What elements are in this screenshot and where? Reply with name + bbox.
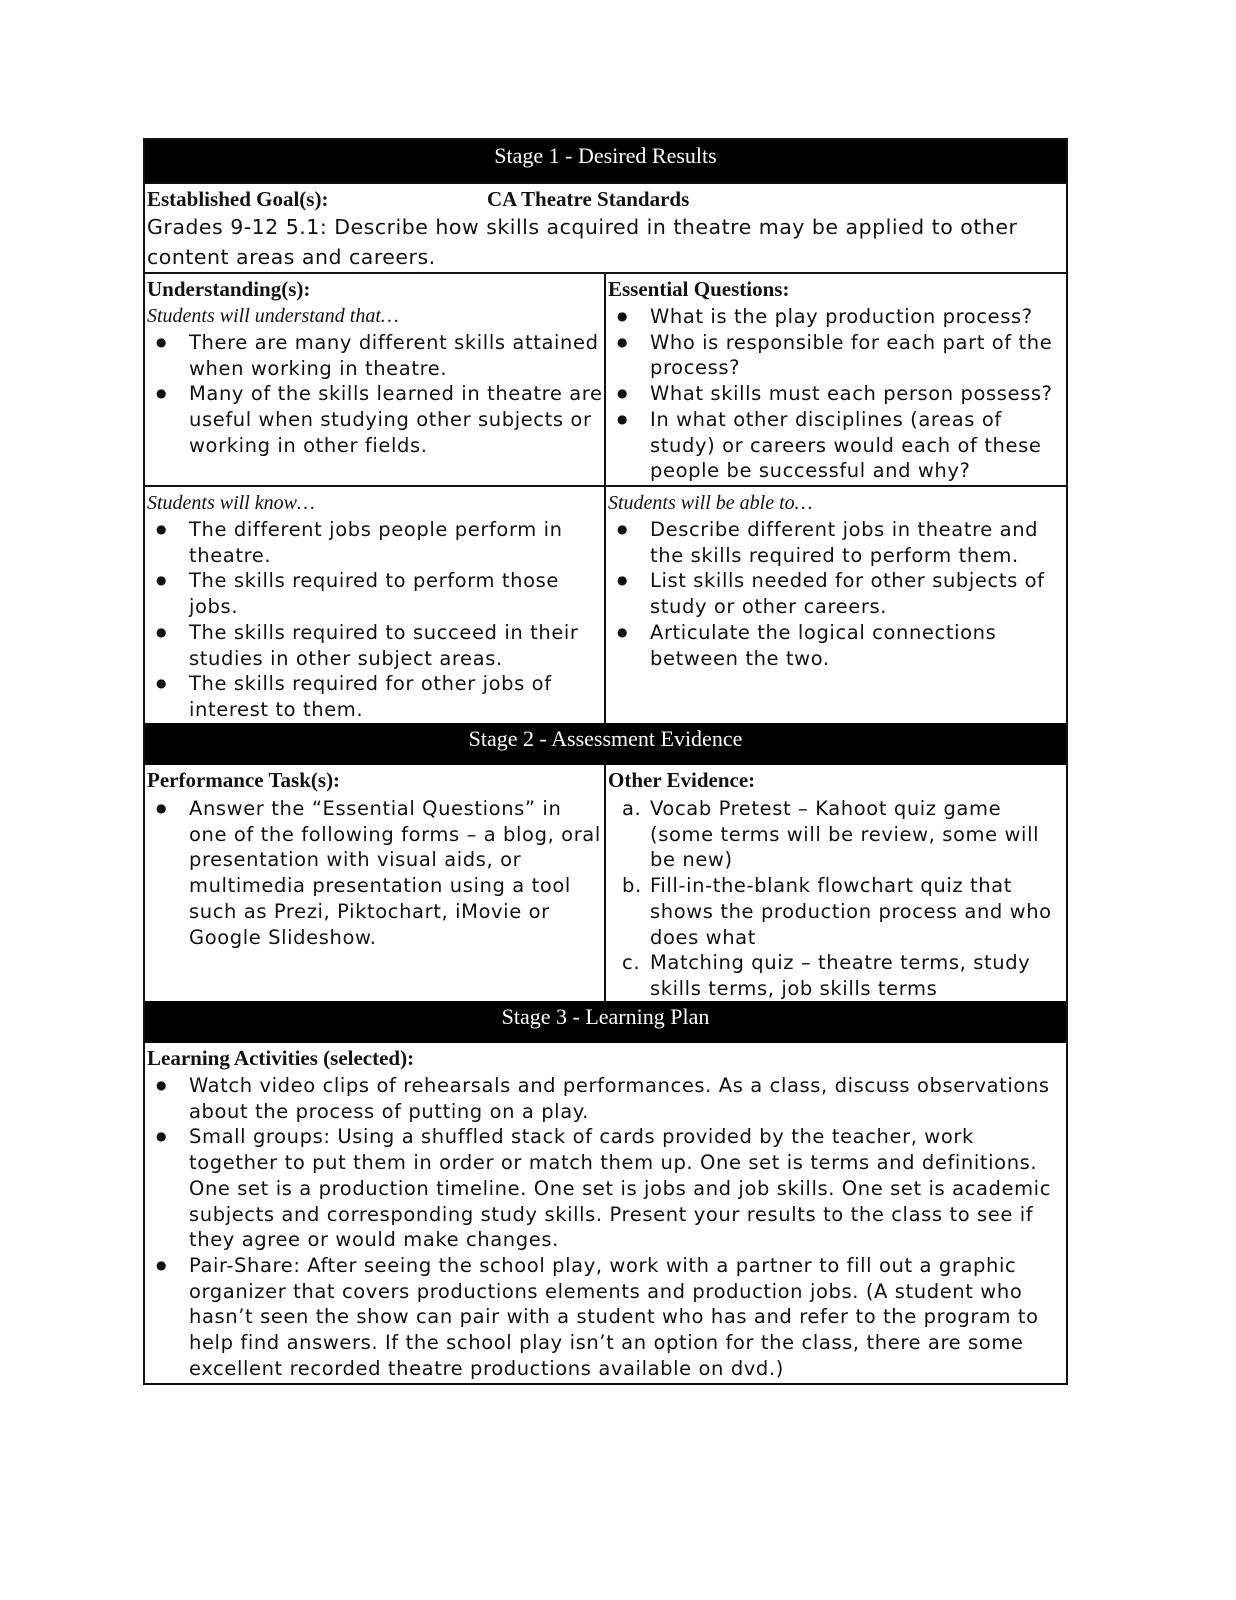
- established-goals-row: [145, 182, 1066, 272]
- list-marker: a.: [622, 797, 642, 820]
- list-item: ● The different jobs people perform in theatre.: [147, 517, 604, 568]
- evidence-row: [145, 765, 1066, 1001]
- list-item: ● The skills required to succeed in their studies in other subject areas.: [147, 620, 604, 671]
- list-item: ● Answer the “Essential Questions” in one of the following forms – a blog, oral presentation with visual aids, or multimedia presentation using a tool such as Prezi, Piktochart, iMovie or Google Slideshow.: [147, 796, 604, 950]
- able-intro: Students will be able to…: [608, 492, 813, 514]
- list-item: [608, 796, 1066, 873]
- stage1-header: Stage 1 - Desired Results: [145, 140, 1066, 182]
- list-item: ● List skills needed for other subjects of study or other careers.: [608, 568, 1066, 619]
- understandings-intro: Students will understand that…: [147, 305, 399, 327]
- list-item: ● Small groups: Using a shuffled stack of cards provided by the teacher, work together to put them in order or match them up. One set is terms and definitions. One set is a production timeline. One set is jobs and job skills. One set is academic subjects and corresponding study skills. Present your results to the class to see if they agree or would make changes.: [147, 1124, 1066, 1253]
- performance-task-heading: Performance Task(s):: [147, 768, 341, 792]
- essential-questions-heading: Essential Questions:: [608, 277, 790, 301]
- understandings-list: [147, 330, 604, 459]
- essential-questions-list: [608, 304, 1066, 484]
- list-item: ● There are many different skills attained when working in theatre.: [147, 330, 604, 381]
- stage3-header: Stage 3 - Learning Plan: [145, 1001, 1066, 1043]
- other-evidence-list: [608, 796, 1066, 1001]
- understandings-heading: Understanding(s):: [147, 277, 311, 301]
- know-list: [147, 517, 604, 723]
- learning-activities-cell: [145, 1043, 1066, 1383]
- list-item: ● What is the play production process?: [608, 304, 1066, 330]
- list-item: ● Pair-Share: After seeing the school play, work with a partner to fill out a graphic organizer that covers productions elements and production jobs. (A student who hasn’t seen the show can pair with a student who has and refer to the program to help find answers. If the school play isn’t an option for the class, there are some excellent recorded theatre productions available on dvd.): [147, 1253, 1066, 1382]
- standards-label: CA Theatre Standards: [487, 187, 690, 211]
- list-item: ● In what other disciplines (areas of study) or careers would each of these people be successful and why?: [608, 407, 1066, 484]
- essential-questions-cell: [606, 274, 1066, 485]
- learning-activities-heading: Learning Activities (selected):: [147, 1046, 415, 1070]
- other-evidence-heading: Other Evidence:: [608, 768, 756, 792]
- other-evidence-cell: [606, 765, 1066, 1001]
- list-item: ● Describe different jobs in theatre and the skills required to perform them.: [608, 517, 1066, 568]
- list-item-text: Fill-in-the-blank flowchart quiz that shows the production process and who does what: [650, 874, 1052, 949]
- list-marker: b.: [622, 874, 642, 898]
- knowledge-skills-row: [145, 485, 1066, 723]
- list-item: ● Who is responsible for each part of the process?: [608, 330, 1066, 381]
- list-item-text: Matching quiz – theatre terms, study skills terms, job skills terms: [650, 951, 1031, 1000]
- know-intro: Students will know…: [147, 492, 315, 514]
- list-item: ● Watch video clips of rehearsals and performances. As a class, discuss observations about the process of putting on a play.: [147, 1073, 1066, 1124]
- list-item: [608, 950, 1066, 1001]
- list-item-text: Vocab Pretest – Kahoot quiz game (some terms will be review, some will be new): [650, 797, 1040, 872]
- students-will-know-cell: [145, 487, 606, 723]
- list-item: ● Many of the skills learned in theatre are useful when studying other subjects or working in other fields.: [147, 381, 604, 458]
- established-goals-cell: [145, 184, 1066, 272]
- list-marker: c.: [622, 951, 641, 975]
- performance-task-list: [147, 796, 604, 950]
- learning-activities-list: [147, 1073, 1066, 1381]
- understandings-row: [145, 272, 1066, 485]
- list-item: ● What skills must each person possess?: [608, 381, 1066, 407]
- ubd-planning-table: [143, 138, 1068, 1385]
- able-list: [608, 517, 1066, 671]
- performance-task-cell: [145, 765, 606, 1001]
- established-goals-label: Established Goal(s):: [147, 187, 329, 211]
- learning-plan-row: [145, 1043, 1066, 1383]
- list-item: [608, 873, 1066, 950]
- list-item: ● The skills required for other jobs of interest to them.: [147, 671, 604, 722]
- goal-line: [147, 186, 1066, 212]
- stage2-header: Stage 2 - Assessment Evidence: [145, 723, 1066, 765]
- list-item: ● The skills required to perform those jobs.: [147, 568, 604, 619]
- students-able-cell: [606, 487, 1066, 723]
- understandings-cell: [145, 274, 606, 485]
- list-item: ● Articulate the logical connections between the two.: [608, 620, 1066, 671]
- goal-text: Grades 9-12 5.1: Describe how skills acquired in theatre may be applied to other content areas and careers.: [147, 215, 1018, 269]
